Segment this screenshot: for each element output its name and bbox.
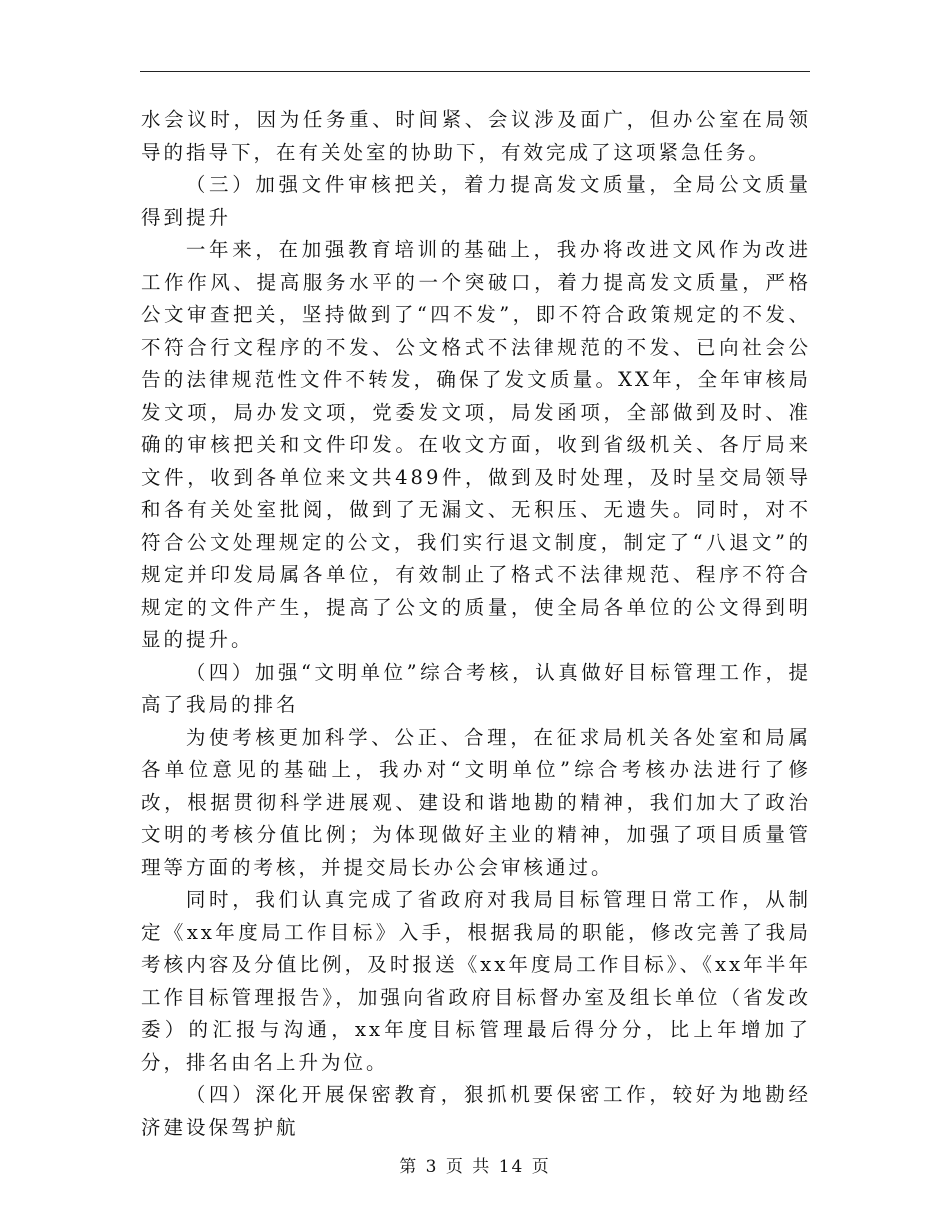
paragraph-3: 为使考核更加科学、公正、合理，在征求局机关各处室和局属各单位意见的基础上，我办对“文明单位”综合考核办法进行了修改，根据贯彻科学进展观、建设和谐地勘的精神，我们加大了政治文明的考核分值比例；为体现做好主业的精神，加强了项目质量管理等方面的考核，并提交局长办公会审核通过。 [141,725,811,879]
footer-prefix: 第 [399,1157,419,1177]
section-heading-4a: （四）加强“文明单位”综合考核，认真做好目标管理工作，提高了我局的排名 [141,660,811,716]
document-body [141,104,811,1144]
page-footer [0,1152,950,1177]
header-rule [140,71,810,72]
section-heading-4b: （四）深化开展保密教育，狠抓机要保密工作，较好为地勘经济建设保驾护航 [141,1083,811,1139]
section-heading-3: （三）加强文件审核把关，着力提高发文质量，全局公文质量得到提升 [141,173,811,229]
current-page-number: 3 [425,1157,439,1177]
paragraph-1: 水会议时，因为任务重、时间紧、会议涉及面广，但办公室在局领导的指导下，在有关处室的协助下，有效完成了这项紧急任务。 [141,108,811,164]
footer-middle: 页 共 [445,1157,492,1177]
paragraph-2: 一年来，在加强教育培训的基础上，我办将改进文风作为改进工作作风、提高服务水平的一个突破口，着力提高发文质量，严格公文审查把关，坚持做到了“四不发”，即不符合政策规定的不发、不符合行文程序的不发、公文格式不法律规范的不发、已向社会公告的法律规范性文件不转发，确保了发文质量。XX年，全年审核局发文项，局办发文项，党委发文项，局发函项，全部做到及时、准确的审核把关和文件印发。在收文方面，收到省级机关、各厅局来文件，收到各单位来文共489件，做到及时处理，及时呈交局领导和各有关处室批阅，做到了无漏文、无积压、无遗失。同时，对不符合公文处理规定的公文，我们实行退文制度，制定了“八退文”的规定并印发局属各单位，有效制止了格式不法律规范、程序不符合规定的文件产生，提高了公文的质量，使全局各单位的公文得到明显的提升。 [141,238,811,651]
paragraph-4: 同时，我们认真完成了省政府对我局目标管理日常工作，从制定《xx年度局工作目标》入手，根据我局的职能，修改完善了我局考核内容及分值比例，及时报送《xx年度局工作目标》、《xx年半年工作目标管理报告》，加强向省政府目标督办室及组长单位（省发改委）的汇报与沟通，xx年度目标管理最后得分分，比上年增加了分，排名由名上升为位。 [141,888,811,1074]
footer-suffix: 页 [531,1157,551,1177]
total-pages-number: 14 [498,1157,525,1177]
